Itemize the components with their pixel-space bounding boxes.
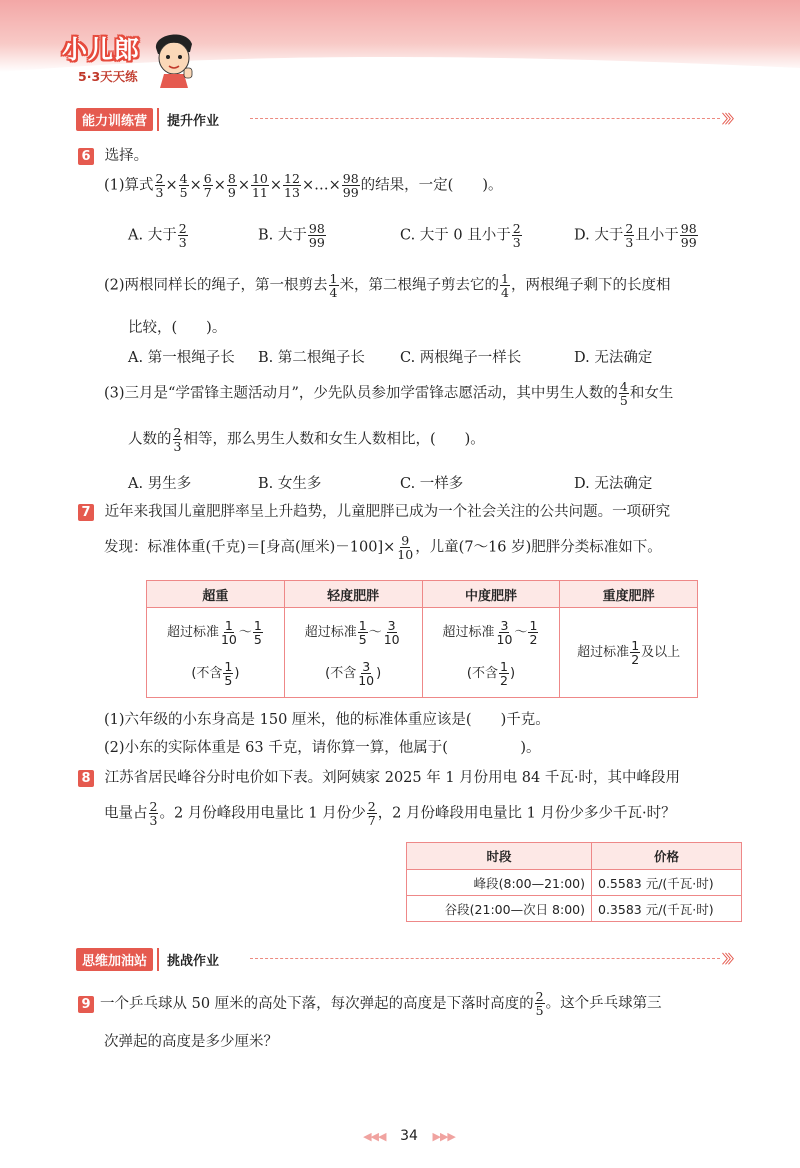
text: (2)两根同样长的绳子，第一根剪去 xyxy=(104,277,328,294)
fraction xyxy=(149,800,159,827)
text: 发现：标准体重(千克)＝[身高(厘米)－100]× xyxy=(104,539,396,556)
fraction xyxy=(358,619,368,646)
cell-range xyxy=(286,619,421,646)
q6-part2 xyxy=(104,272,670,299)
section-subtitle: 挑战作业 xyxy=(157,948,227,971)
q6-p2-option-c: C. 两根绳子一样长 xyxy=(400,350,522,366)
text: 及以上 xyxy=(641,645,681,660)
fraction xyxy=(499,660,509,687)
numerator: 3 xyxy=(362,658,371,674)
q7-line1 xyxy=(78,500,670,521)
fraction xyxy=(227,172,237,199)
numerator: 2 xyxy=(149,799,158,814)
text: × xyxy=(269,177,283,194)
left-arrows-icon: ◀◀◀ xyxy=(363,1130,386,1143)
obesity-cell xyxy=(147,608,285,698)
q7-line2 xyxy=(104,534,662,561)
obesity-cell xyxy=(422,608,560,698)
q6-p2-option-a: A. 第一根绳子长 xyxy=(128,350,235,366)
q6-part3 xyxy=(104,380,673,407)
text: ，两根绳子剩下的长度相 xyxy=(510,277,671,294)
price-header: 时段 xyxy=(407,843,592,870)
q6-p2-option-d: D. 无法确定 xyxy=(574,350,653,366)
text: A. 大于 xyxy=(128,227,177,244)
numerator: 2 xyxy=(535,989,544,1004)
q6-p1-option-a xyxy=(128,222,189,249)
mascot-boy-icon xyxy=(150,30,198,88)
numerator: 1 xyxy=(224,658,233,674)
fraction xyxy=(223,660,233,687)
denominator: 2 xyxy=(529,631,538,647)
cell-note xyxy=(148,660,283,687)
q8-line1-text: 江苏省居民峰谷分时电价如下表。刘阿姨家 2025 年 1 月份用电 84 千瓦·时，其中峰段用 xyxy=(104,770,680,786)
obesity-header: 重度肥胖 xyxy=(560,581,698,608)
question-number: 6 xyxy=(78,148,94,165)
chevrons-icon: 〉〉〉 xyxy=(722,112,738,126)
denominator: 10 xyxy=(496,631,513,647)
numerator: 12 xyxy=(284,171,300,186)
fraction xyxy=(383,619,401,646)
fraction xyxy=(308,222,326,249)
text: ( xyxy=(466,665,472,681)
denominator: 7 xyxy=(203,185,212,200)
text: 。这个乒乓球第三 xyxy=(545,995,662,1012)
q9-line2: 次弹起的高度是多少厘米？ xyxy=(104,1034,278,1050)
fraction xyxy=(357,660,375,687)
numerator: 1 xyxy=(224,617,233,633)
numerator: 1 xyxy=(499,658,508,674)
obesity-cell xyxy=(284,608,422,698)
denominator: 10 xyxy=(358,672,375,688)
denominator: 4 xyxy=(329,285,338,300)
denominator: 5 xyxy=(224,672,233,688)
numerator: 1 xyxy=(529,617,538,633)
cell-range xyxy=(148,619,283,646)
text: × xyxy=(189,177,202,194)
text: ～ xyxy=(368,624,382,640)
question-number: 8 xyxy=(78,770,94,787)
series-name: 5·3天天练 xyxy=(78,69,138,84)
obesity-header: 中度肥胖 xyxy=(422,581,560,608)
fraction xyxy=(528,619,538,646)
price-header: 价格 xyxy=(592,843,742,870)
q6-p3-option-d: D. 无法确定 xyxy=(574,476,653,492)
q7-sub2: (2)小东的实际体重是 63 千克，请你算一算，他属于( )。 xyxy=(104,740,541,756)
denominator: 99 xyxy=(680,235,697,250)
numerator: 2 xyxy=(178,221,187,236)
q6-p3-option-c: C. 一样多 xyxy=(400,476,464,492)
denominator: 5 xyxy=(179,185,188,200)
cell-note xyxy=(286,660,421,687)
fraction xyxy=(496,619,514,646)
denominator: 5 xyxy=(535,1003,544,1018)
numerator: 2 xyxy=(173,425,182,440)
text: ) xyxy=(509,665,516,681)
numerator: 2 xyxy=(625,221,634,236)
text: × xyxy=(165,177,178,194)
fraction xyxy=(624,222,634,249)
numerator: 3 xyxy=(500,617,509,633)
numerator: 98 xyxy=(680,221,697,236)
denominator: 2 xyxy=(499,672,508,688)
text: 超过标准 xyxy=(577,645,630,660)
text: 的结果，一定( )。 xyxy=(360,177,503,194)
numerator: 98 xyxy=(342,171,359,186)
denominator: 3 xyxy=(625,235,634,250)
numerator: 1 xyxy=(631,638,640,653)
fraction xyxy=(619,380,629,407)
fraction xyxy=(500,272,510,299)
numerator: 1 xyxy=(329,271,338,286)
denominator: 10 xyxy=(220,631,237,647)
numerator: 3 xyxy=(387,617,396,633)
obesity-cell xyxy=(560,608,698,698)
fraction xyxy=(179,172,189,199)
chevrons-icon: 〉〉〉 xyxy=(722,952,738,966)
fraction xyxy=(253,619,263,646)
text: B. 大于 xyxy=(258,227,307,244)
question-number: 7 xyxy=(78,504,94,521)
denominator: 3 xyxy=(173,439,182,454)
denominator: 13 xyxy=(284,185,300,200)
denominator: 5 xyxy=(358,631,367,647)
text: × xyxy=(213,177,226,194)
section-divider xyxy=(250,958,720,959)
denominator: 4 xyxy=(501,285,509,300)
price-cell: 谷段(21:00—次日 8:00) xyxy=(407,896,592,922)
denominator: 99 xyxy=(308,235,325,250)
fraction xyxy=(251,172,269,199)
numerator: 10 xyxy=(251,171,268,186)
text: 超过标准 xyxy=(442,624,495,640)
denominator: 11 xyxy=(251,185,268,200)
denominator: 2 xyxy=(631,652,640,667)
numerator: 98 xyxy=(308,221,325,236)
section-tag-label: 能力训练营 xyxy=(76,108,153,131)
text: ～ xyxy=(514,624,528,640)
text: 米，第二根绳子剪去它的 xyxy=(339,277,499,294)
fraction xyxy=(367,800,377,827)
text: 不含 xyxy=(471,665,498,681)
numerator: 2 xyxy=(512,221,521,236)
q6-p3-option-b: B. 女生多 xyxy=(258,476,322,492)
fraction xyxy=(329,272,339,299)
text: ×…× xyxy=(301,177,341,194)
fraction xyxy=(155,172,165,199)
question-number: 9 xyxy=(78,996,94,1013)
text: 且小于 xyxy=(635,227,679,244)
q6-title xyxy=(78,144,148,165)
q8-line2 xyxy=(104,800,676,827)
fraction xyxy=(203,172,213,199)
brand-logo: 小儿郎 xyxy=(62,35,141,64)
section-subtitle: 提升作业 xyxy=(157,108,227,131)
numerator: 1 xyxy=(358,617,367,633)
price-cell: 0.3583 元/(千瓦·时) xyxy=(592,896,742,922)
price-table xyxy=(406,842,742,922)
right-arrows-icon: ▶▶▶ xyxy=(432,1130,455,1143)
q6-title-text: 选择。 xyxy=(104,148,149,164)
text: (1)算式 xyxy=(104,177,154,194)
section-divider xyxy=(250,118,720,119)
text: D. 大于 xyxy=(574,227,624,244)
price-cell: 0.5583 元/(千瓦·时) xyxy=(592,870,742,896)
cell-range xyxy=(424,619,559,646)
numerator: 2 xyxy=(155,171,164,186)
fraction xyxy=(535,990,545,1017)
page-footer xyxy=(344,1128,474,1144)
denominator: 3 xyxy=(155,185,164,200)
text: 和女生 xyxy=(629,385,674,402)
q6-p1-option-c xyxy=(400,222,523,249)
denominator: 5 xyxy=(253,631,262,647)
q6-part1 xyxy=(104,172,503,199)
section-tag-label: 思维加油站 xyxy=(76,948,153,971)
page-number: 34 xyxy=(400,1128,418,1144)
denominator: 5 xyxy=(619,393,628,408)
section-tag-thinking xyxy=(76,948,227,971)
text: 一个乒乓球从 50 厘米的高处下落，每次弹起的高度是下落时高度的 xyxy=(100,995,534,1012)
fraction xyxy=(283,172,301,199)
numerator: 2 xyxy=(367,799,376,814)
numerator: 1 xyxy=(501,271,509,286)
fraction xyxy=(173,426,183,453)
denominator: 3 xyxy=(512,235,521,250)
numerator: 4 xyxy=(179,171,188,186)
q7-sub1: (1)六年级的小东身高是 150 厘米，他的标准体重应该是( )千克。 xyxy=(104,712,550,728)
denominator: 3 xyxy=(178,235,187,250)
text: ) xyxy=(376,665,382,681)
text: × xyxy=(237,177,250,194)
q6-p1-option-b xyxy=(258,222,327,249)
text: ( xyxy=(191,665,197,681)
text: ，2 月份峰段用电量比 1 月份少多少千瓦·时？ xyxy=(377,805,676,822)
numerator: 4 xyxy=(619,379,628,394)
text: ) xyxy=(234,665,240,681)
fraction xyxy=(342,172,360,199)
fraction xyxy=(630,639,640,666)
denominator: 10 xyxy=(397,547,414,562)
obesity-header: 轻度肥胖 xyxy=(284,581,422,608)
numerator: 9 xyxy=(401,533,410,548)
q7-line1-text: 近年来我国儿童肥胖率呈上升趋势，儿童肥胖已成为一个社会关注的公共问题。一项研究 xyxy=(104,504,671,520)
section-tag-ability xyxy=(76,108,227,131)
q8-line1 xyxy=(78,766,680,787)
cell-range xyxy=(561,639,696,666)
denominator: 3 xyxy=(149,813,158,828)
obesity-header: 超重 xyxy=(147,581,285,608)
numerator: 8 xyxy=(227,171,236,186)
q6-part2-cont: 比较，( )。 xyxy=(128,320,227,336)
text: 不含 xyxy=(330,665,357,681)
text: 相等，那么男生人数和女生人数相比，( )。 xyxy=(183,431,485,448)
text: 人数的 xyxy=(128,431,172,448)
text: 不含 xyxy=(196,665,223,681)
text: 电量占 xyxy=(104,805,148,822)
numerator: 6 xyxy=(203,171,212,186)
denominator: 10 xyxy=(383,631,400,647)
q9-line1 xyxy=(78,990,662,1017)
text: ( xyxy=(325,665,331,681)
q6-part3-cont xyxy=(128,426,485,453)
text: ～ xyxy=(238,624,252,640)
denominator: 99 xyxy=(342,185,359,200)
numerator: 1 xyxy=(253,617,262,633)
fraction xyxy=(512,222,522,249)
q6-p2-option-b: B. 第二根绳子长 xyxy=(258,350,365,366)
cell-note xyxy=(424,660,559,687)
q6-p1-option-d xyxy=(574,222,699,249)
text: C. 大于 0 且小于 xyxy=(400,227,511,244)
denominator: 9 xyxy=(227,185,236,200)
price-cell: 峰段(8:00—21:00) xyxy=(407,870,592,896)
obesity-table xyxy=(146,580,698,698)
text: (3)三月是“学雷锋主题活动月”，少先队员参加学雷锋志愿活动，其中男生人数的 xyxy=(104,385,618,402)
fraction xyxy=(178,222,188,249)
fraction xyxy=(396,534,414,561)
q6-p3-option-a: A. 男生多 xyxy=(128,476,192,492)
fraction xyxy=(220,619,238,646)
text: 超过标准 xyxy=(166,624,219,640)
denominator: 7 xyxy=(367,813,376,828)
text: 超过标准 xyxy=(304,624,357,640)
text: 。2 月份峰段用电量比 1 月份少 xyxy=(159,805,366,822)
fraction xyxy=(680,222,698,249)
text: ，儿童(7～16 岁)肥胖分类标准如下。 xyxy=(415,539,662,556)
